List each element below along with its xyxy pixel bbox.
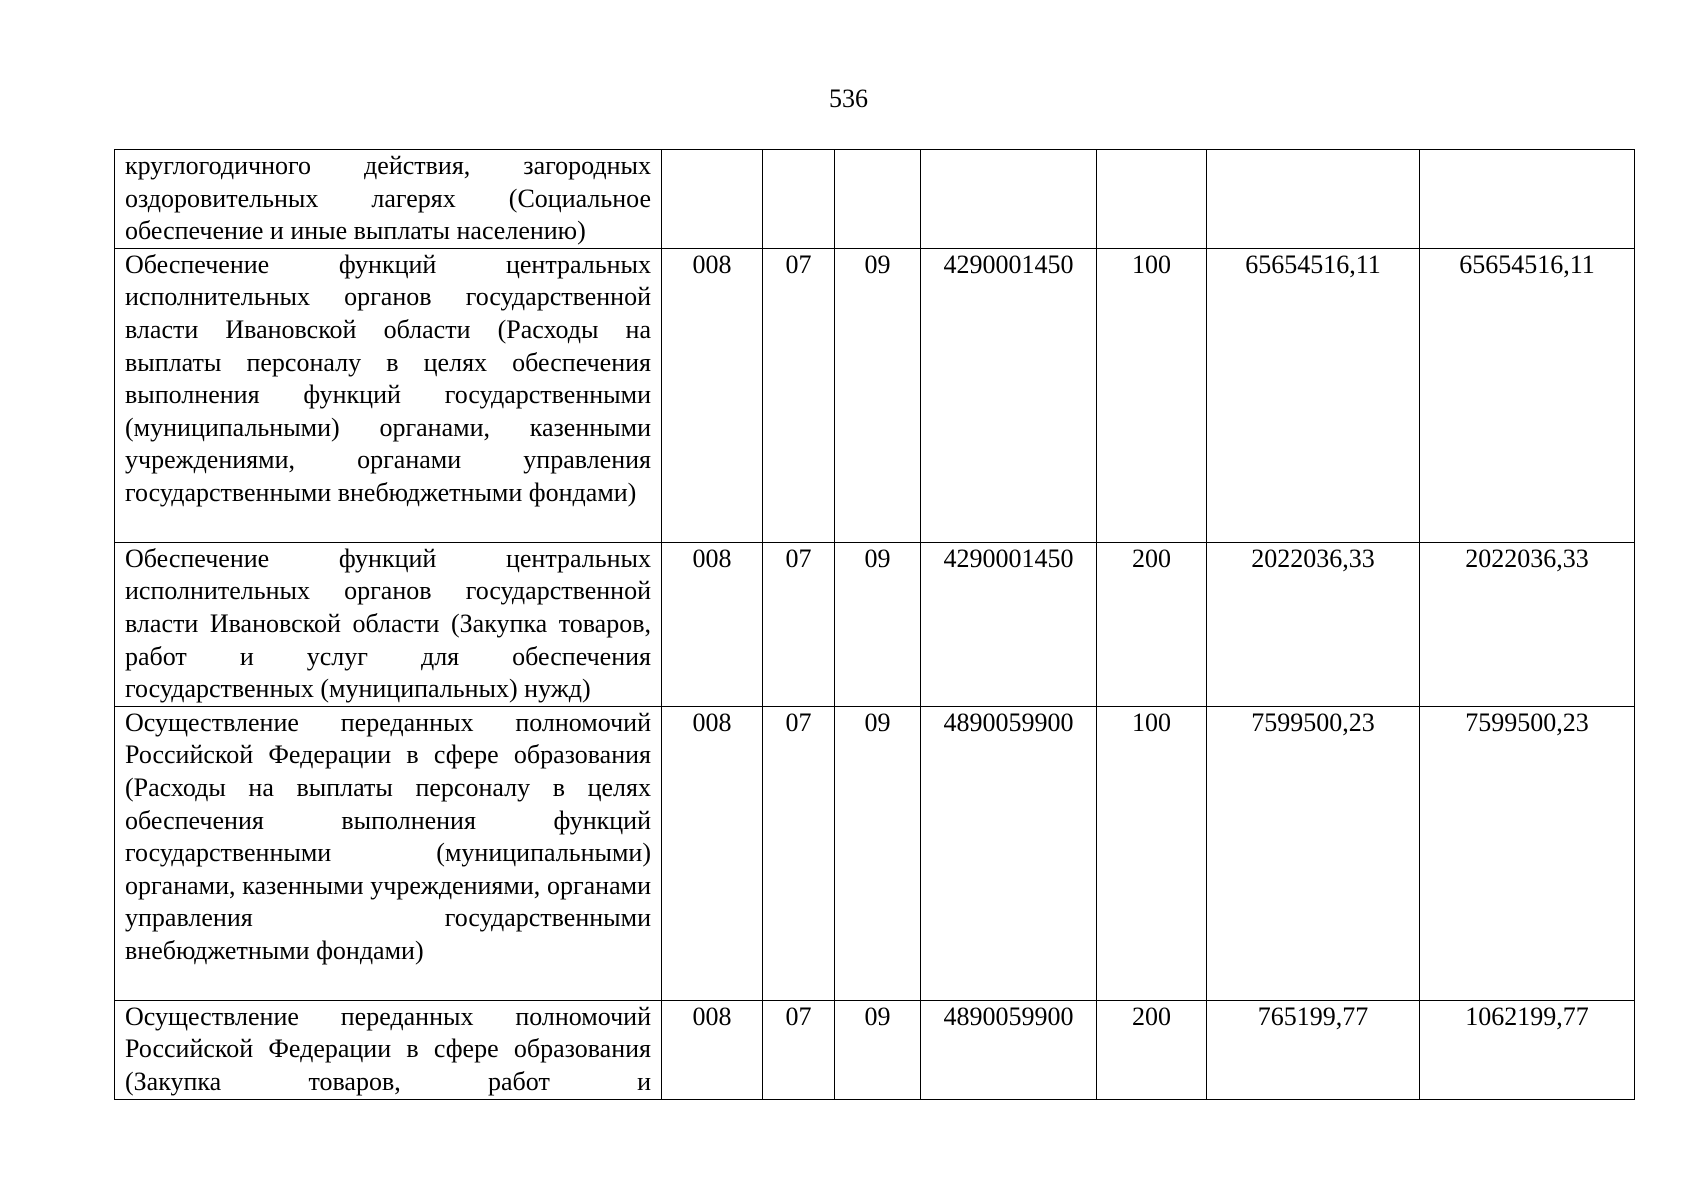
table-row bbox=[115, 248, 1635, 542]
row-expense-type: 200 bbox=[1097, 542, 1207, 706]
row-sum-1: 765199,77 bbox=[1207, 1000, 1420, 1099]
table-row bbox=[115, 150, 1635, 249]
row-subsection-code bbox=[835, 150, 921, 249]
row-sum-1: 7599500,23 bbox=[1207, 706, 1420, 1000]
row-description: круглогодичного действия, загородных оздоровительных лагерях (Социальное обеспечение и иные выплаты населению) bbox=[115, 150, 662, 249]
row-sum-2 bbox=[1420, 150, 1635, 249]
row-target-article: 4890059900 bbox=[921, 706, 1097, 1000]
row-sum-2: 2022036,33 bbox=[1420, 542, 1635, 706]
row-sum-2: 65654516,11 bbox=[1420, 248, 1635, 542]
row-description: Обеспечение функций центральных исполнительных органов государственной власти Ивановской области (Закупка товаров, работ и услуг для обеспечения государственных (муниципальных) нужд) bbox=[115, 542, 662, 706]
page-number: 536 bbox=[829, 84, 868, 113]
row-expense-type bbox=[1097, 150, 1207, 249]
row-sum-1 bbox=[1207, 150, 1420, 249]
row-expense-type: 100 bbox=[1097, 706, 1207, 1000]
table-row bbox=[115, 1000, 1635, 1099]
row-sum-1: 65654516,11 bbox=[1207, 248, 1420, 542]
row-target-article: 4290001450 bbox=[921, 542, 1097, 706]
row-target-article bbox=[921, 150, 1097, 249]
row-grbs-code: 008 bbox=[662, 1000, 763, 1099]
row-grbs-code bbox=[662, 150, 763, 249]
row-target-article: 4290001450 bbox=[921, 248, 1097, 542]
row-grbs-code: 008 bbox=[662, 542, 763, 706]
row-subsection-code: 09 bbox=[835, 542, 921, 706]
row-expense-type: 200 bbox=[1097, 1000, 1207, 1099]
row-description: Осуществление переданных полномочий Российской Федерации в сфере образования (Расходы на выплаты персоналу в целях обеспечения выполнения функций государственными (муниципальными) органами, казенными учреждениями, органами управления государственными внебюджетными фондами) bbox=[115, 706, 662, 1000]
row-subsection-code: 09 bbox=[835, 248, 921, 542]
row-expense-type: 100 bbox=[1097, 248, 1207, 542]
row-section-code: 07 bbox=[763, 1000, 835, 1099]
row-description: Обеспечение функций центральных исполнительных органов государственной власти Ивановской области (Расходы на выплаты персоналу в целях обеспечения выполнения функций государственными (муниципальными) органами, казенными учреждениями, органами управления государственными внебюджетными фондами) bbox=[115, 248, 662, 542]
row-section-code bbox=[763, 150, 835, 249]
row-target-article: 4890059900 bbox=[921, 1000, 1097, 1099]
row-section-code: 07 bbox=[763, 706, 835, 1000]
table-row bbox=[115, 542, 1635, 706]
row-section-code: 07 bbox=[763, 542, 835, 706]
row-grbs-code: 008 bbox=[662, 706, 763, 1000]
row-sum-2: 1062199,77 bbox=[1420, 1000, 1635, 1099]
row-subsection-code: 09 bbox=[835, 1000, 921, 1099]
table-row bbox=[115, 706, 1635, 1000]
row-sum-2: 7599500,23 bbox=[1420, 706, 1635, 1000]
row-sum-1: 2022036,33 bbox=[1207, 542, 1420, 706]
row-description: Осуществление переданных полномочий Российской Федерации в сфере образования (Закупка товаров, работ и bbox=[115, 1000, 662, 1099]
row-section-code: 07 bbox=[763, 248, 835, 542]
row-grbs-code: 008 bbox=[662, 248, 763, 542]
budget-table bbox=[114, 149, 1635, 1100]
row-subsection-code: 09 bbox=[835, 706, 921, 1000]
